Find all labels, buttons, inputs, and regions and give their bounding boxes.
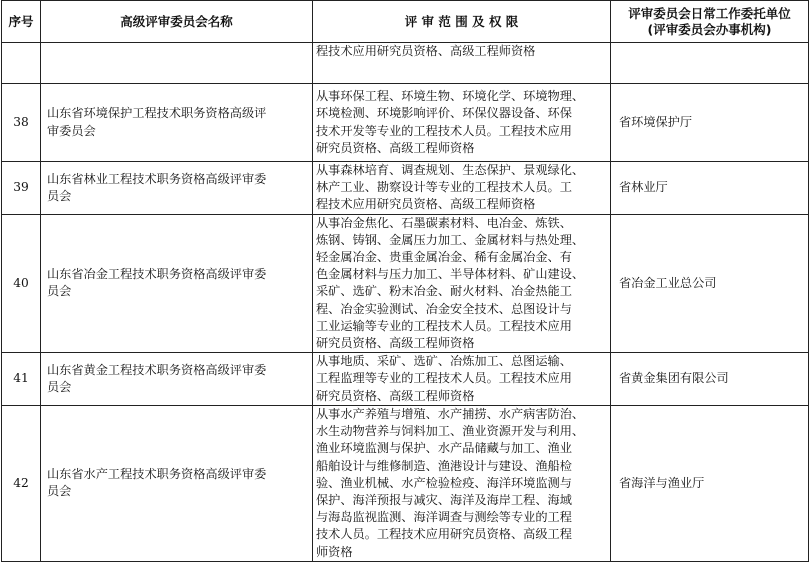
scope-line: 从事森林培育、调查规划、生态保护、景观绿化、 (316, 163, 585, 177)
committee-name (41, 162, 313, 215)
table-row (2, 84, 809, 162)
header-unit-line1: 评审委员会日常工作委托单位 (628, 5, 791, 21)
name-line: 员会 (47, 380, 72, 395)
scope-line: 从事地质、采矿、选矿、冶炼加工、总图运输、 (316, 354, 572, 369)
scope-line: 验、渔业机械、水产检验检疫、海洋环境监测与 (316, 475, 572, 490)
scope-line: 从事水产养殖与增殖、水产捕捞、水产病害防治、 (316, 406, 585, 421)
table-row (2, 162, 809, 215)
scope-line: 工业运输等专业的工程技术人员。工程技术应用 (316, 318, 572, 333)
scope-line: 程、冶金实验测试、冶金安全技术、总图设计与 (316, 301, 572, 316)
committee-name (41, 84, 313, 162)
continuation-scope (313, 43, 611, 84)
name-line: 审委员会 (47, 123, 96, 138)
entrusted-unit: 省林业厅 (611, 162, 809, 215)
table-row (2, 405, 809, 561)
scope-cell (313, 84, 611, 162)
table-row (2, 214, 809, 353)
scope-cell (313, 214, 611, 353)
row-num: 39 (2, 162, 41, 215)
scope-line: 从事环保工程、环境生物、环境化学、环境物理、 (316, 89, 585, 104)
entrusted-unit: 省海洋与渔业厅 (611, 405, 809, 561)
row-num: 40 (2, 214, 41, 353)
row-num: 42 (2, 405, 41, 561)
continuation-num (2, 43, 41, 84)
continuation-row (2, 43, 809, 84)
header-num: 序号 (2, 1, 41, 43)
scope-cell (313, 405, 611, 561)
scope-cell (313, 162, 611, 215)
name-line: 山东省冶金工程技术职务资格高级评审委 (47, 267, 267, 282)
scope-line: 采矿、选矿、粉末冶金、耐火材料、冶金热能工 (316, 284, 572, 299)
scope-line: 水生动物营养与饲料加工、渔业资源开发与利用、 (316, 424, 585, 439)
committee-table (1, 0, 809, 562)
scope-line: 炼钢、铸钢、金属压力加工、金属材料与热处理、 (316, 232, 585, 247)
committee-name (41, 353, 313, 406)
scope-line: 与海岛监视监测、海洋调查与测绘等专业的工程 (316, 510, 572, 525)
scope-line: 环境检测、环境影响评价、环保仪器设备、环保 (316, 106, 572, 121)
entrusted-unit: 省环境保护厅 (611, 84, 809, 162)
scope-line: 技术人员。工程技术应用研究员资格、高级工程 (316, 527, 572, 542)
scope-line: 程技术应用研究员资格、高级工程师资格 (316, 44, 536, 58)
name-line: 山东省水产工程技术职务资格高级评审委 (47, 467, 267, 482)
scope-cell (313, 353, 611, 406)
continuation-name (41, 43, 313, 84)
header-name: 高级评审委员会名称 (41, 1, 313, 43)
scope-line: 林产工业、勘察设计等专业的工程技术人员。工 (316, 180, 572, 195)
scope-line: 工程监理等专业的工程技术人员。工程技术应用 (316, 371, 572, 386)
scope-line: 研究员资格、高级工程师资格 (316, 388, 475, 403)
entrusted-unit: 省黄金集团有限公司 (611, 353, 809, 406)
header-scope: 评 审 范 围 及 权 限 (313, 1, 611, 43)
committee-name (41, 214, 313, 353)
header-row (2, 1, 809, 43)
committee-name (41, 405, 313, 561)
scope-line: 师资格 (316, 544, 353, 559)
row-num: 41 (2, 353, 41, 406)
scope-line: 轻金属冶金、贵重金属冶金、稀有金属冶金、有 (316, 250, 572, 265)
table-row (2, 353, 809, 406)
name-line: 山东省林业工程技术职务资格高级评审委 (47, 171, 267, 186)
row-num: 38 (2, 84, 41, 162)
continuation-unit (611, 43, 809, 84)
scope-line: 技术开发等专业的工程技术人员。工程技术应用 (316, 123, 572, 138)
name-line: 山东省环境保护工程技术职务资格高级评 (47, 106, 267, 121)
scope-line: 渔业环境监测与保护、水产品储藏与加工、渔业 (316, 441, 572, 456)
scope-line: 研究员资格、高级工程师资格 (316, 140, 475, 155)
scope-line: 保护、海洋预报与减灾、海洋及海岸工程、海域 (316, 492, 572, 507)
scope-line: 程技术应用研究员资格、高级工程师资格 (316, 197, 536, 212)
scope-line: 船舶设计与维修制造、渔港设计与建设、渔船检 (316, 458, 572, 473)
scope-line: 研究员资格、高级工程师资格 (316, 336, 475, 351)
name-line: 员会 (47, 484, 72, 499)
entrusted-unit: 省冶金工业总公司 (611, 214, 809, 353)
scope-line: 从事冶金焦化、石墨碳素材料、电冶金、炼铁、 (316, 215, 572, 230)
scope-line: 色金属材料与压力加工、半导体材料、矿山建设、 (316, 267, 585, 282)
header-unit-line2: (评审委员会办事机构) (647, 21, 772, 37)
name-line: 员会 (47, 188, 72, 203)
header-unit (611, 1, 809, 43)
name-line: 员会 (47, 284, 72, 299)
name-line: 山东省黄金工程技术职务资格高级评审委 (47, 362, 267, 377)
